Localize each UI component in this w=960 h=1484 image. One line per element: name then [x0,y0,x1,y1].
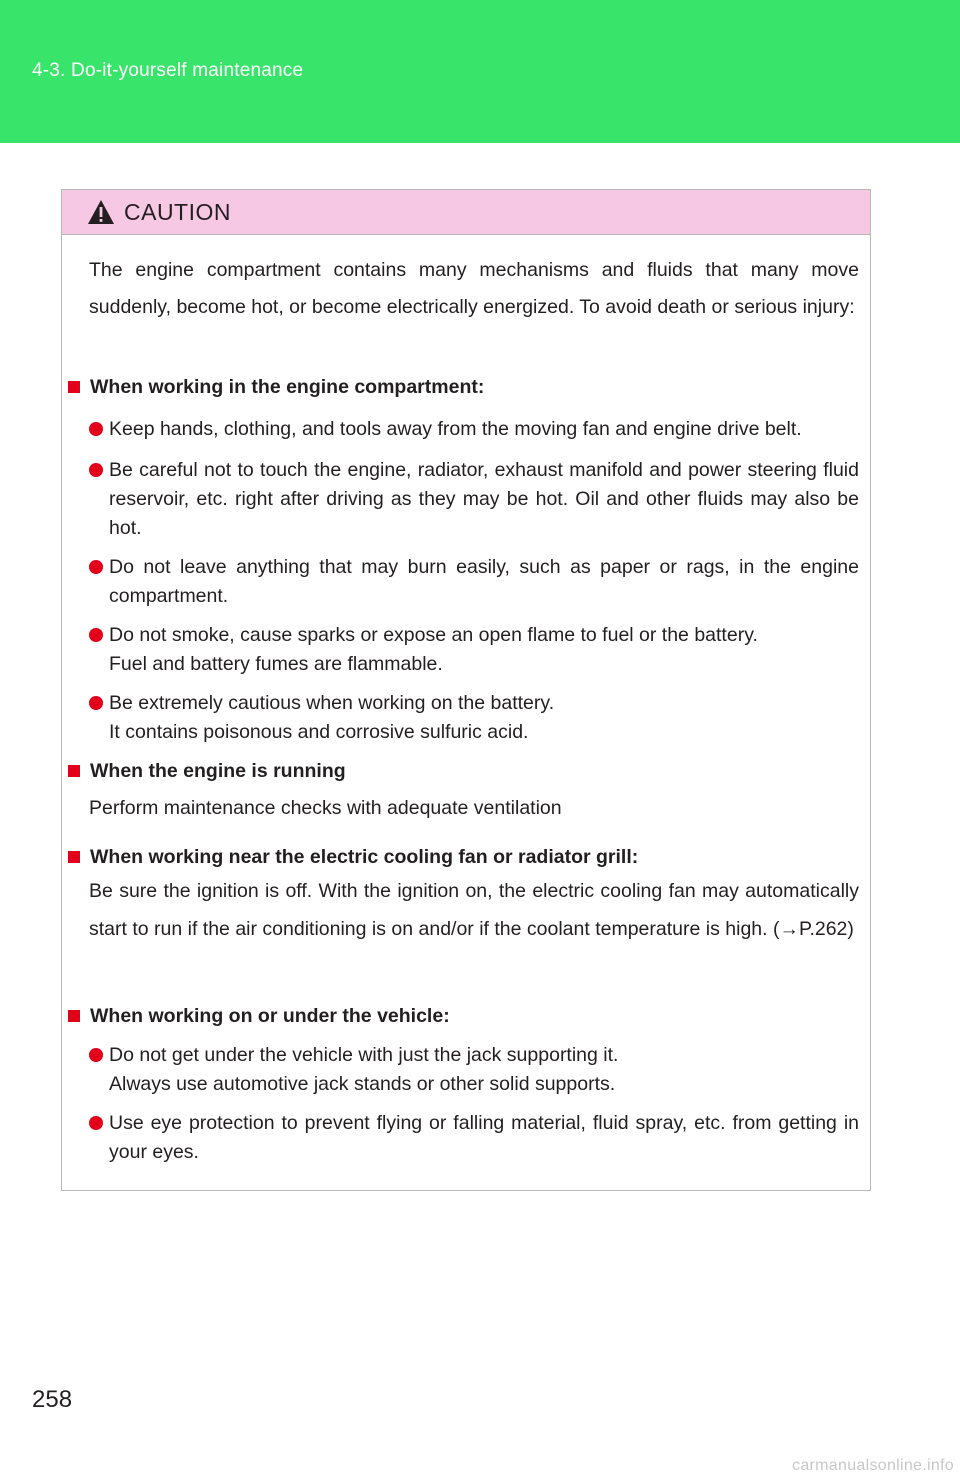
bullet-item [89,415,859,444]
bullet-item [89,1041,859,1099]
bullet-text: Do not smoke, cause sparks or expose an open flame to fuel or the battery. [109,624,758,646]
bullet-dot-icon [89,560,103,574]
heading-text: When working near the electric cooling fan or radiator grill: [90,846,639,868]
warning-triangle-icon [87,199,115,225]
bullet-dot-icon [89,1116,103,1130]
watermark: carmanualsonline.info [792,1457,954,1474]
bullet-text: Fuel and battery fumes are flammable. [109,653,443,675]
bullet-text: Be careful not to touch the engine, radiator, exhaust manifold and power steering fluid reservoir, etc. right after driving as they may be hot. Oil and other fluids may also be hot. [109,459,859,539]
bullet-item [89,689,859,747]
section-heading-engine-running [68,757,858,786]
bullet-dot-icon [89,696,103,710]
heading-text: When working in the engine compartment: [90,376,485,398]
section-title: 4-3. Do-it-yourself maintenance [32,60,304,81]
bullet-text: It contains poisonous and corrosive sulfuric acid. [109,721,529,743]
bullet-dot-icon [89,628,103,642]
bullet-text: Do not get under the vehicle with just the jack supporting it. [109,1044,619,1066]
bullet-dot-icon [89,422,103,436]
bullet-text: Use eye protection to prevent flying or falling material, fluid spray, etc. from getting in your eyes. [109,1112,859,1163]
heading-text: When working on or under the vehicle: [90,1005,450,1027]
caution-intro: The engine compartment contains many mechanisms and fluids that many move suddenly, become hot, or become electrically energized. To avoid death or serious injury: [89,259,859,318]
bullet-item [89,553,859,611]
square-bullet-icon [68,381,80,393]
heading-text: When the engine is running [90,760,346,782]
caution-title: CAUTION [124,199,231,225]
header-band [0,0,960,143]
section-text: Be sure the ignition is off. With the ignition on, the electric cooling fan may automatically start to run if the air conditioning is on and/or if the coolant temperature is high. (→P.262) [89,880,859,940]
square-bullet-icon [68,765,80,777]
page-number: 258 [32,1386,73,1413]
bullet-text: Do not leave anything that may burn easily, such as paper or rags, in the engine compartment. [109,556,859,607]
square-bullet-icon [68,851,80,863]
section-heading-cooling-fan [68,843,858,872]
section-heading-under-vehicle [68,1002,858,1031]
square-bullet-icon [68,1010,80,1022]
bullet-dot-icon [89,463,103,477]
caution-header [62,190,870,235]
caution-body [62,234,870,1190]
bullet-dot-icon [89,1048,103,1062]
bullet-item [89,456,859,543]
bullet-text: Be extremely cautious when working on the battery. [109,692,555,714]
caution-box [61,189,871,1191]
bullet-text: Keep hands, clothing, and tools away from the moving fan and engine drive belt. [109,418,802,440]
bullet-item [89,1109,859,1167]
section-text: Perform maintenance checks with adequate ventilation [89,797,562,819]
bullet-text: Always use automotive jack stands or other solid supports. [109,1073,616,1095]
section-heading-engine-compartment [68,373,858,402]
bullet-item [89,621,859,679]
